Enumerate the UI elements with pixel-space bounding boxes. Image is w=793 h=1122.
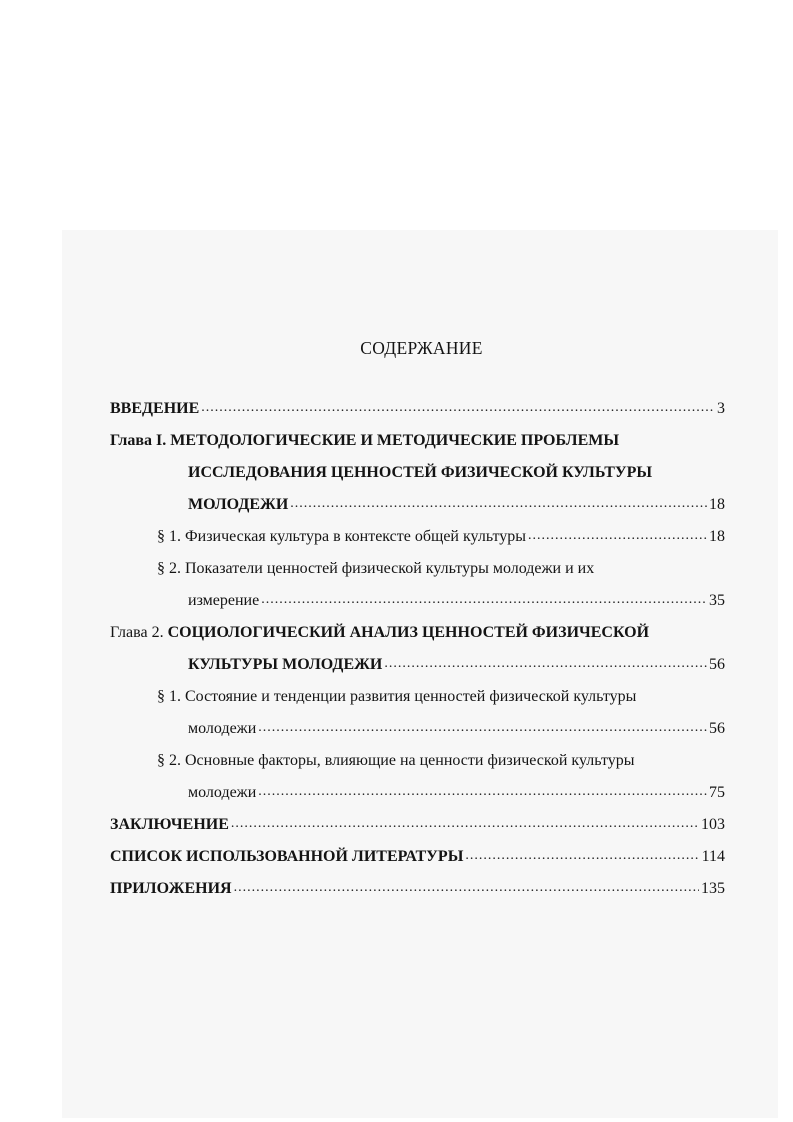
chapter1-title-line3: МОЛОДЕЖИ [188, 496, 289, 513]
toc-ch2-section1[interactable] [157, 683, 725, 707]
toc-entry-introduction[interactable] [110, 395, 725, 419]
leader-dots [258, 783, 707, 803]
chapter1-title-line1: МЕТОДОЛОГИЧЕСКИЕ И МЕТОДИЧЕСКИЕ ПРОБЛЕМЫ [170, 432, 620, 449]
toc-entry-label-cont: измерение [188, 592, 260, 609]
toc-entry-page: 103 [701, 816, 725, 833]
toc-entry-page: 135 [701, 880, 725, 897]
toc-entry-label: ЗАКЛЮЧЕНИЕ [110, 816, 229, 833]
toc-entry-page: 18 [709, 528, 725, 545]
leader-dots [201, 399, 715, 419]
toc-chapter1-heading-line2[interactable] [188, 459, 725, 483]
toc-entry-label: ПРИЛОЖЕНИЯ [110, 880, 232, 897]
toc-ch2-section2[interactable] [157, 747, 725, 771]
chapter2-title-line1: СОЦИОЛОГИЧЕСКИЙ АНАЛИЗ ЦЕННОСТЕЙ ФИЗИЧЕСКОЙ [167, 624, 650, 641]
toc-entry-label: § 2. Основные факторы, влияющие на ценности физической культуры [157, 752, 635, 769]
toc-entry-label: ВВЕДЕНИЕ [110, 400, 200, 417]
leader-dots [290, 495, 707, 515]
toc-entry-label: § 1. Физическая культура в контексте общей культуры [157, 528, 527, 545]
toc-ch2-section2-line2[interactable] [188, 779, 725, 803]
toc-entry-label: СПИСОК ИСПОЛЬЗОВАННОЙ ЛИТЕРАТУРЫ [110, 848, 464, 865]
toc-ch2-section1-line2[interactable] [188, 715, 725, 739]
toc-entry-page: 75 [709, 784, 725, 801]
toc-entry-page: 56 [709, 720, 725, 737]
toc-entry-page: 35 [709, 592, 725, 609]
toc-entry-page: 3 [717, 400, 725, 417]
toc-entry-label-cont: молодежи [188, 720, 257, 737]
toc-entry-page: 114 [701, 848, 725, 865]
toc-entry-page: 18 [709, 496, 725, 513]
toc-ch1-section2-line2[interactable] [188, 587, 725, 611]
toc-entry-page: 56 [709, 656, 725, 673]
toc-entry-appendices[interactable] [110, 875, 725, 899]
leader-dots [465, 847, 699, 867]
toc-entry-label: § 2. Показатели ценностей физической культуры молодежи и их [157, 560, 595, 577]
leader-dots [528, 527, 707, 547]
toc-ch1-section1[interactable] [157, 523, 725, 547]
toc-entry-conclusion[interactable] [110, 811, 725, 835]
toc-entry-bibliography[interactable] [110, 843, 725, 867]
chapter1-title-line2: ИССЛЕДОВАНИЯ ЦЕННОСТЕЙ ФИЗИЧЕСКОЙ КУЛЬТУРЫ [188, 464, 653, 481]
toc-entry-label-cont: молодежи [188, 784, 257, 801]
leader-dots [261, 591, 707, 611]
page-title: СОДЕРЖАНИЕ [360, 338, 483, 358]
leader-dots [384, 655, 707, 675]
toc-chapter2-heading[interactable] [110, 619, 725, 643]
leader-dots [258, 719, 707, 739]
toc-chapter1-heading-line3[interactable] [188, 491, 725, 515]
toc-entry-label: § 1. Состояние и тенденции развития ценностей физической культуры [157, 688, 637, 705]
toc-ch1-section2[interactable] [157, 555, 725, 579]
toc-chapter2-heading-line2[interactable] [188, 651, 725, 675]
chapter2-prefix: Глава 2. [110, 624, 164, 641]
leader-dots [234, 879, 699, 899]
toc-chapter1-heading[interactable] [110, 427, 725, 451]
chapter2-title-line2: КУЛЬТУРЫ МОЛОДЕЖИ [188, 656, 383, 673]
leader-dots [231, 815, 699, 835]
chapter1-prefix: Глава I. [110, 432, 167, 449]
